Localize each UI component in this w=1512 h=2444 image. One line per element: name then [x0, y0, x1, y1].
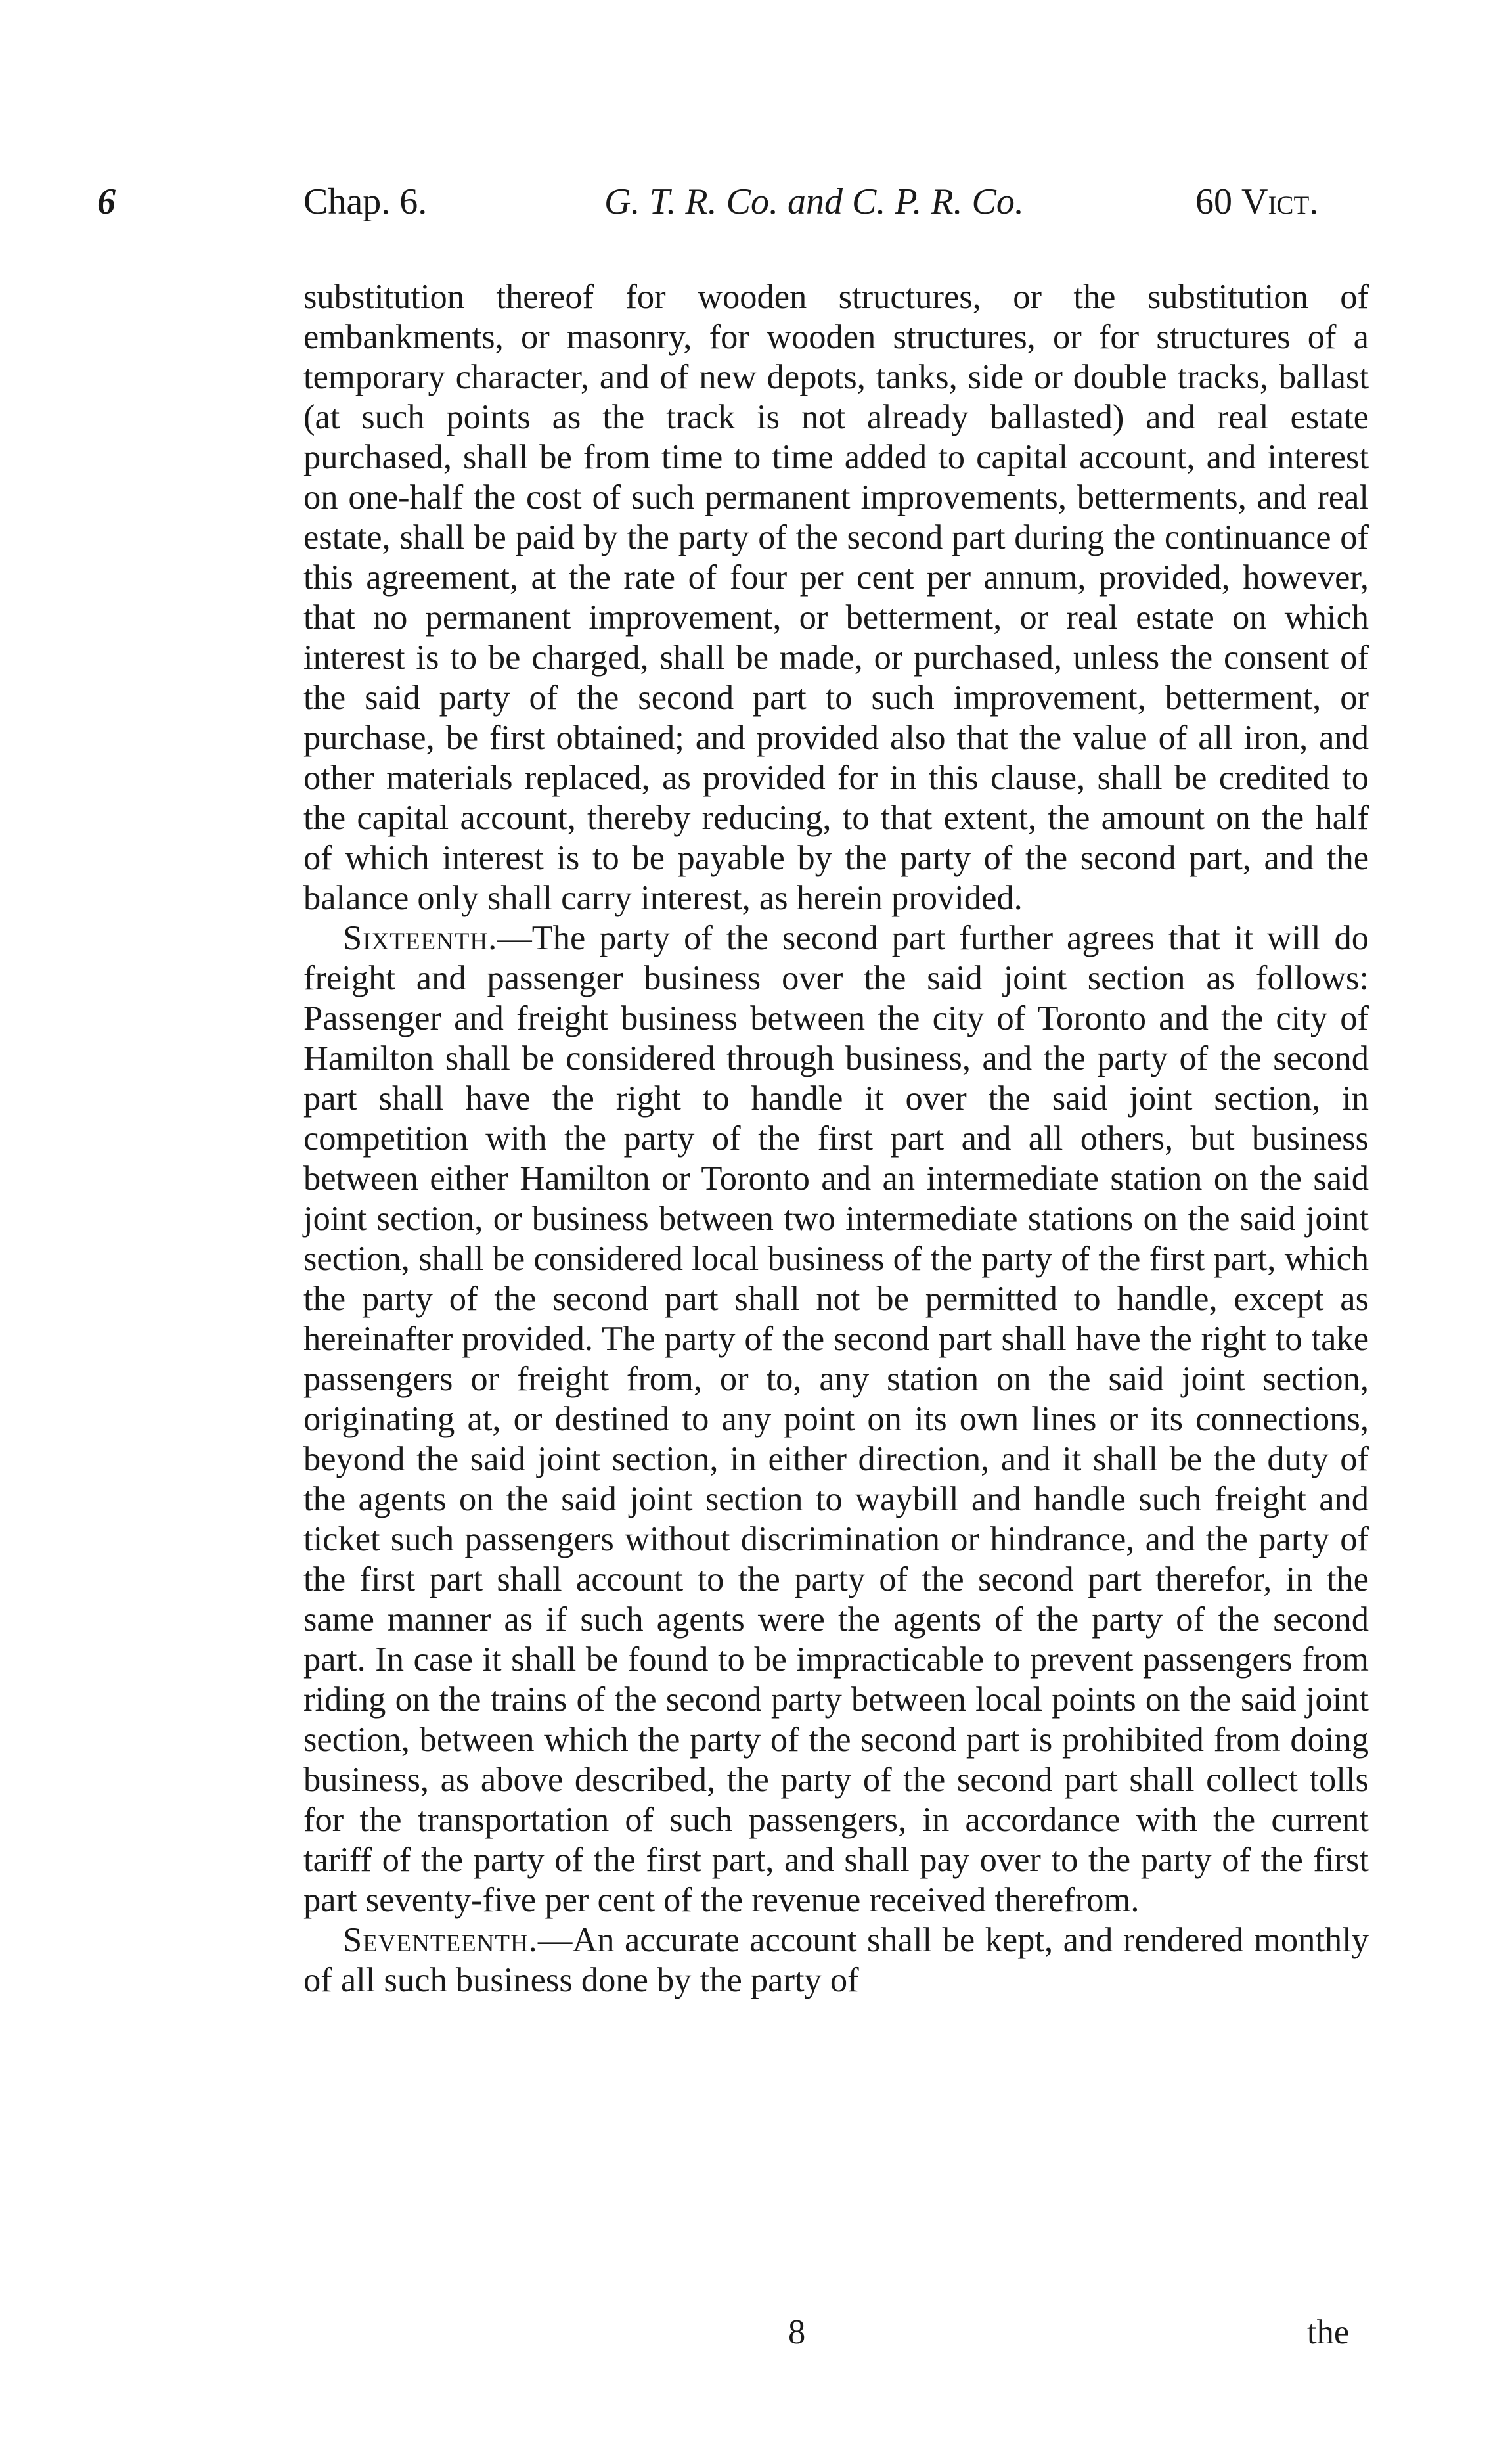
running-header: [0, 172, 1512, 231]
clause-lead-sixteenth: Sixteenth.: [343, 919, 498, 957]
page-number: 6: [97, 181, 116, 222]
paragraph-sixteenth: [303, 918, 1369, 1920]
signature-mark: 8: [788, 2313, 806, 2351]
paragraph-continued: substitution thereof for wooden structures, or the substitution of embankments, or masonry, for wooden structures, or for structures of a temporary character, and of new depots, tanks, side or double tracks, ballast (at such points as the track is not already ballasted) and real estate purchased, shall be from time to time added to capital account, and interest on one-half the cost of such permanent improvements, betterments, and real estate, shall be paid by the party of the second part during the continuance of this agreement, at the rate of four per cent per annum, provided, however, that no permanent improvement, or betterment, or real estate on which interest is to be charged, shall be made, or purchased, unless the consent of the said party of the second part to such improvement, betterment, or purchase, be first obtained; and provided also that the value of all iron, and other materials replaced, as provided for in this clause, shall be credited to the capital account, thereby reducing, to that extent, the amount on the half of which interest is to be payable by the party of the second part, and the balance only shall carry interest, as herein provided.: [303, 278, 1369, 917]
clause-text-sixteenth: —The party of the second part further agrees that it will do freight and passenger business over the said joint section as follows: Passenger and freight business between the city of Toronto and the city of Hamilton shall be considered through business, and the party of the second part shall have the right to handle it over the said joint section, in competition with the party of the first part and all others, but business between either Hamilton or Toronto and an intermediate station on the said joint section, or business between two intermediate stations on the said joint section, shall be considered local business of the party of the first part, which the party of the second part shall not be permitted to handle, except as hereinafter provided. The party of the second part shall have the right to take passengers or freight from, or to, any station on the said joint section, originating at, or destined to any point on its own lines or its connections, beyond the said joint section, in either direction, and it shall be the duty of the agents on the said joint section to waybill and handle such freight and ticket such passengers without discrimination or hindrance, and the party of the first part shall account to the party of the second part therefor, in the same manner as if such agents were the agents of the party of the second part. In case it shall be found to be impracticable to prevent passengers from riding on the trains of the second party between local points on the said joint section, between which the party of the second part is prohibited from doing business, as above described, the party of the second part shall collect tolls for the transportation of such passengers, in accordance with the current tariff of the party of the first part, and shall pay over to the party of the first part seventy-five per cent of the revenue received therefrom.: [303, 919, 1369, 1919]
body-text: [303, 277, 1369, 2001]
session-word: Vict.: [1241, 181, 1319, 222]
running-title: G. T. R. Co. and C. P. R. Co.: [604, 181, 1024, 222]
clause-text-seventeenth: —An accurate account shall be kept, and rendered monthly of all such business done by the party of: [303, 1921, 1369, 1999]
session-number: 60: [1195, 181, 1232, 222]
clause-lead-seventeenth: Seventeenth.: [343, 1921, 538, 1959]
catchword: the: [1307, 2313, 1350, 2351]
paragraph-seventeenth: [303, 1920, 1369, 2001]
session-label: [1195, 172, 1318, 231]
page-footer: [0, 2309, 1512, 2355]
chapter-label: Chap. 6.: [303, 181, 428, 222]
